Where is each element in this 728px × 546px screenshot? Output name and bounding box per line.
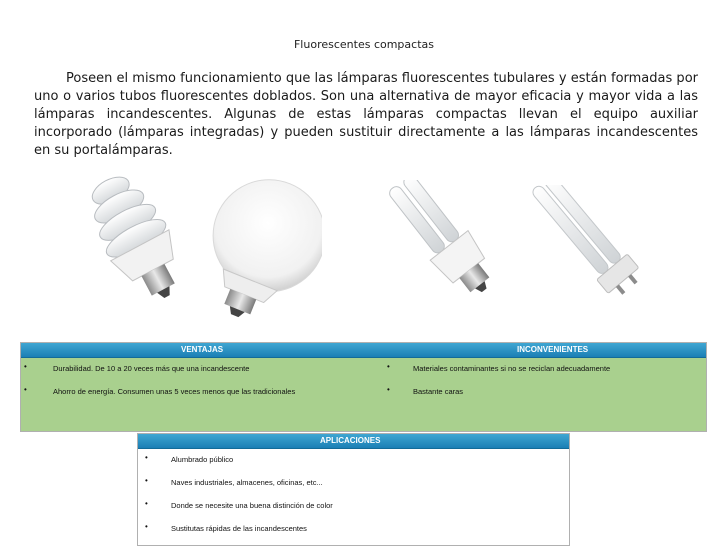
globe-cfl-lamp-image bbox=[192, 172, 322, 322]
header-ventajas: VENTAJAS bbox=[181, 345, 224, 354]
bullet-icon: • bbox=[145, 499, 148, 508]
table-header bbox=[21, 343, 706, 358]
bullet-icon: • bbox=[387, 362, 390, 371]
bullet-icon: • bbox=[24, 362, 27, 371]
intro-paragraph-text: Poseen el mismo funcionamiento que las lámparas fluorescentes tubulares y están formadas por uno o varios tubos fluorescentes doblados. Son una alternativa de mayor eficacia y mayor vida a las lámparas incandescentes. Algunas de estas lámparas compactas llevan el equipo auxiliar incorporado (lámparas integradas) y pueden sustituir directamente a las lámparas incandescentes en su portalámparas. bbox=[34, 71, 698, 158]
inconveniente-item: Bastante caras bbox=[413, 387, 464, 396]
bullet-icon: • bbox=[387, 385, 390, 394]
aplicacion-item: Alumbrado público bbox=[171, 455, 234, 464]
advantages-disadvantages-table bbox=[20, 342, 707, 432]
header-aplicaciones: APLICACIONES bbox=[320, 436, 381, 445]
inconveniente-item: Materiales contaminantes si no se reciclan adecuadamente bbox=[413, 364, 611, 373]
bullet-icon: • bbox=[145, 453, 148, 462]
aplicacion-item: Sustitutas rápidas de las incandescentes bbox=[171, 524, 307, 533]
table-header bbox=[138, 434, 569, 449]
table-body bbox=[138, 449, 569, 545]
aplicacion-item: Donde se necesite una buena distinción de color bbox=[171, 501, 333, 510]
intro-paragraph bbox=[34, 70, 698, 160]
ventaja-item: Durabilidad. De 10 a 20 veces más que una incandescente bbox=[53, 364, 250, 373]
twin-tube-cfl-lamp-image bbox=[360, 180, 520, 315]
slide-title: Fluorescentes compactas bbox=[293, 38, 434, 51]
bullet-icon: • bbox=[145, 522, 148, 531]
bullet-icon: • bbox=[145, 476, 148, 485]
aplicacion-item: Naves industriales, almacenes, oficinas, etc... bbox=[171, 478, 323, 487]
ventaja-item: Ahorro de energía. Consumen unas 5 veces menos que las tradicionales bbox=[53, 387, 296, 396]
applications-table bbox=[137, 433, 570, 546]
bullet-icon: • bbox=[24, 385, 27, 394]
header-inconvenientes: INCONVENIENTES bbox=[517, 345, 589, 354]
spiral-cfl-lamp-image bbox=[30, 170, 190, 320]
plug-in-cfl-lamp-image bbox=[500, 185, 680, 315]
table-body bbox=[21, 358, 706, 431]
